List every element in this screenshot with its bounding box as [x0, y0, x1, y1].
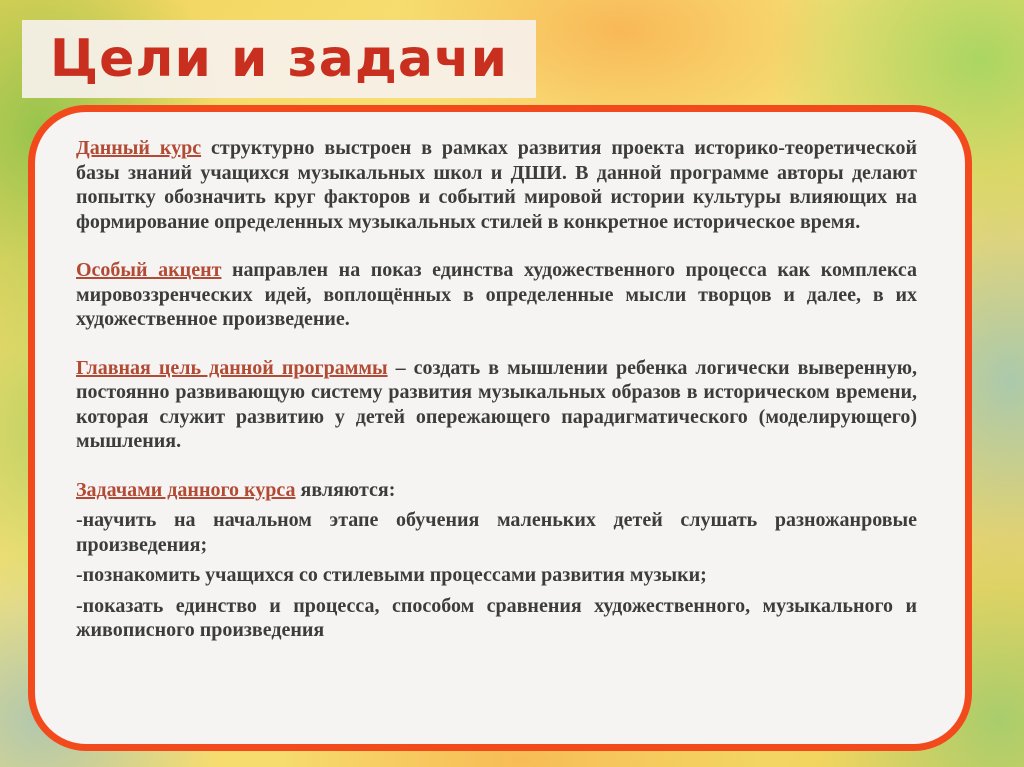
task-list: [76, 508, 917, 643]
paragraph-lead: Главная цель данной программы: [76, 356, 388, 379]
task-item: -научить на начальном этапе обучения маленьких детей слушать разножанровые произведения;: [76, 509, 917, 556]
paragraph-text: направлен на показ единства художественного процесса как комплекса мировоззренческих идей, воплощённых в определенные мысли творцов и далее, в их художественное произведение.: [76, 259, 918, 330]
task-item: -познакомить учащихся со стилевыми процессами развития музыки;: [76, 564, 707, 586]
paragraph-course: [76, 136, 917, 234]
paragraph-lead: Задачами данного курса: [76, 478, 296, 501]
slide-title: Цели и задачи: [49, 29, 509, 89]
paragraph-accent: [76, 258, 917, 332]
paragraph-goal: [76, 356, 917, 454]
paragraph-text: структурно выстроен в рамках развития проекта историко-теоретической базы знаний учащихся музыкальных школ и ДШИ. В данной программе авторы делают попытку обозначить круг факторов и событий мировой истории культуры влияющих на формирование определенных музыкальных стилей в конкретное историческое время.: [76, 137, 918, 233]
slide-title-box: [22, 20, 536, 98]
paragraph-lead: Данный курс: [76, 137, 202, 159]
paragraph-text: являются:: [295, 478, 396, 501]
content-panel: [28, 105, 972, 751]
paragraph-lead: Особый акцент: [76, 259, 222, 281]
task-item: -показать единство и процесса, способом сравнения художественного, музыкального и живописного произведения: [76, 594, 917, 641]
paragraph-text: – создать в мышлении ребенка логически выверенную, постоянно развивающую систему развития музыкальных образов в историческом времени, которая служит развитию у детей опережающего парадигматического (моделирующего) мышления.: [76, 356, 917, 452]
paragraph-tasks-intro: [76, 478, 917, 503]
